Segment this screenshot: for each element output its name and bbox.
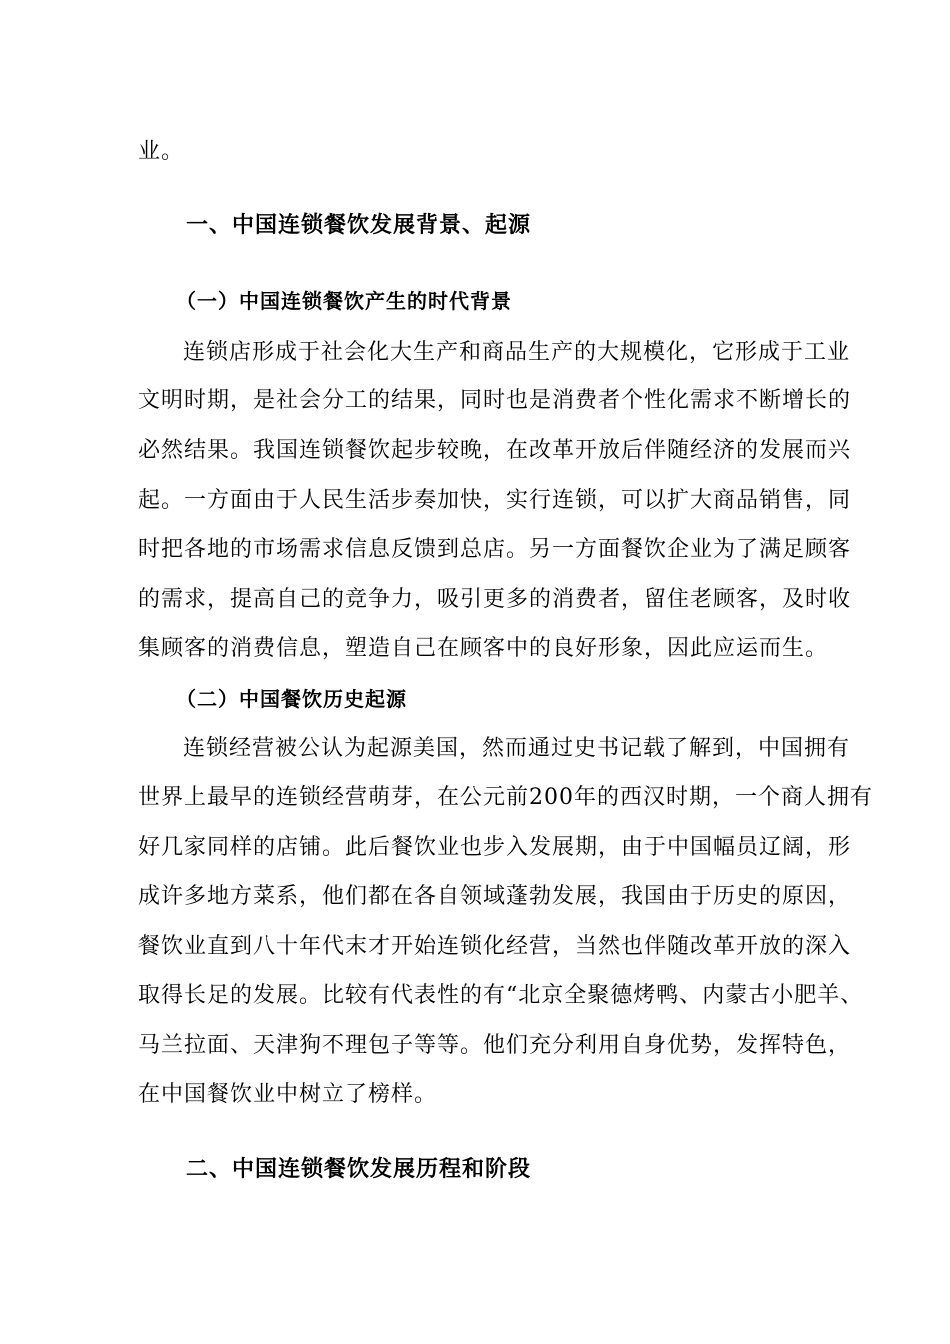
- paragraph-line: 集顾客的消费信息，塑造自己在顾客中的良好形象，因此应运而生。: [138, 636, 829, 661]
- paragraph-line: 文明时期，是社会分工的结果，同时也是消费者个性化需求不断增长的: [138, 388, 852, 413]
- paragraph-line: 成许多地方菜系，他们都在各自领域蓬勃发展，我国由于历史的原因，: [138, 884, 852, 909]
- subsection-heading-1: （一）中国连锁餐饮产生的时代背景: [176, 289, 512, 313]
- subsection-heading-2: （二）中国餐饮历史起源: [176, 687, 407, 711]
- section-heading-2: 二、中国连锁餐饮发展历程和阶段: [186, 1157, 532, 1182]
- paragraph-line: 的需求，提高自己的竞争力，吸引更多的消费者，留住老顾客，及时收: [138, 587, 852, 612]
- paragraph-line: 起。一方面由于人民生活步奏加快，实行连锁，可以扩大商品销售，同: [138, 488, 852, 513]
- paragraph-line: 连锁经营被公认为起源美国，然而通过史书记载了解到，中国拥有: [183, 736, 851, 761]
- paragraph-line: 好几家同样的店铺。此后餐饮业也步入发展期，由于中国幅员辽阔，形: [138, 835, 852, 860]
- paragraph-line: 餐饮业直到八十年代末才开始连锁化经营，当然也伴随改革开放的深入: [138, 934, 852, 959]
- paragraph-line: 时把各地的市场需求信息反馈到总店。另一方面餐饮企业为了满足顾客: [138, 537, 852, 562]
- paragraph-line: 必然结果。我国连锁餐饮起步较晚，在改革开放后伴随经济的发展而兴: [138, 438, 852, 463]
- paragraph-line: 在中国餐饮业中树立了榜样。: [138, 1082, 438, 1107]
- paragraph-line: 连锁店形成于社会化大生产和商品生产的大规模化，它形成于工业: [183, 340, 851, 365]
- section-heading-1: 一、中国连锁餐饮发展背景、起源: [186, 213, 532, 238]
- paragraph-line: 取得长足的发展。比较有代表性的有“北京全聚德烤鸭、内蒙古小肥羊、: [138, 983, 864, 1008]
- paragraph-line: 马兰拉面、天津狗不理包子等等。他们充分利用自身优势，发挥特色，: [138, 1033, 852, 1058]
- paragraph-line: 世界上最早的连锁经营萌芽，在公元前200年的西汉时期，一个商人拥有: [138, 785, 873, 810]
- paragraph-line: 业。: [138, 139, 185, 164]
